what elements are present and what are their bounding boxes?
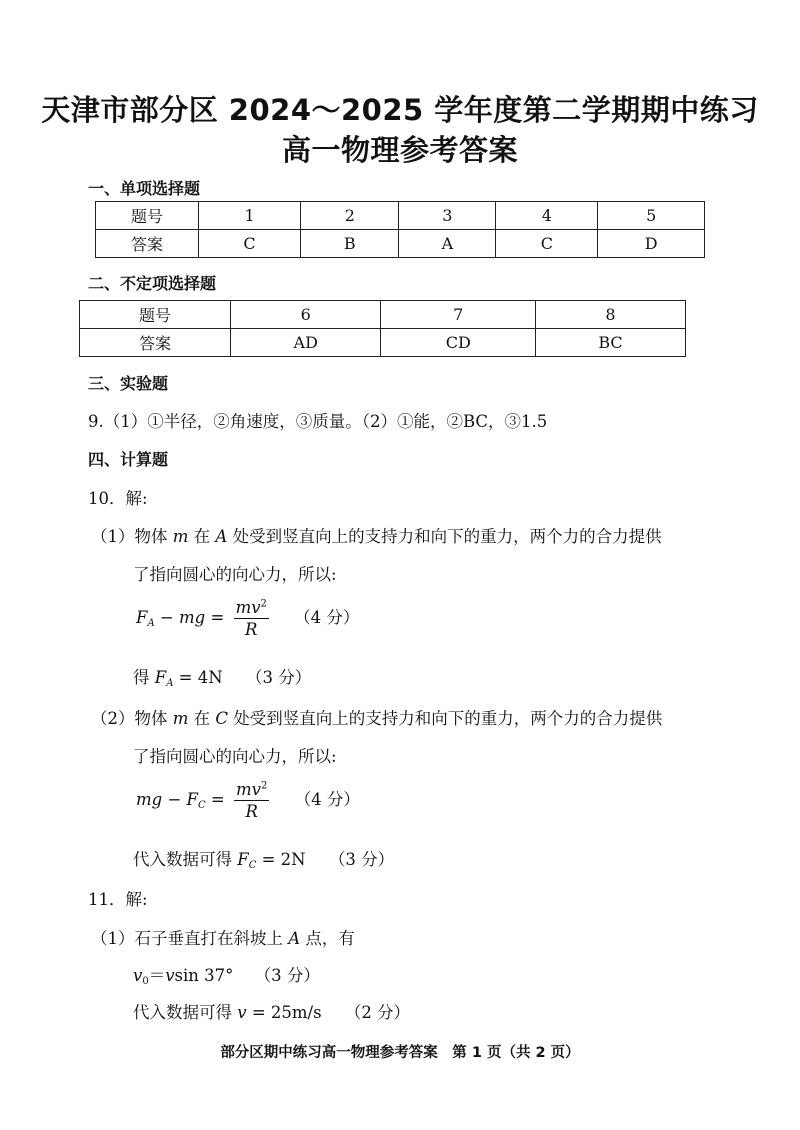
q10-part2-line2: 了指向圆心的向心力，所以: xyxy=(133,747,337,766)
table-cell: 5 xyxy=(598,202,705,230)
section-heading-multi-choice: 二、不定项选择题 xyxy=(88,274,217,293)
q11-equation: $v_0=vsin$ 37° （3 分） xyxy=(133,966,320,987)
table-cell: C xyxy=(199,230,301,258)
table-cell: BC xyxy=(536,329,686,357)
q11-label: 11．解: xyxy=(88,890,148,909)
section-heading-experiment: 三、实验题 xyxy=(88,374,169,393)
table-cell: 3 xyxy=(399,202,496,230)
answer-q9: 9.（1）①半径，②角速度，③质量。（2）①能，②BC，③1.5 xyxy=(88,412,548,431)
q10-label: 10．解: xyxy=(88,489,148,508)
table-cell: B xyxy=(301,230,399,258)
section-heading-single-choice: 一、单项选择题 xyxy=(88,179,201,198)
multi-choice-table xyxy=(79,300,686,357)
table-row xyxy=(80,329,686,357)
page-footer: 部分区期中练习高一物理参考答案 第 1 页（共 2 页） xyxy=(220,1045,580,1061)
single-choice-table xyxy=(95,201,705,258)
table-cell: C xyxy=(496,230,598,258)
q10-part1-line1: （1）物体 m 在 A 处受到竖直向上的支持力和向下的重力，两个力的合力提供 xyxy=(91,527,662,546)
table-cell: 4 xyxy=(496,202,598,230)
table-cell: 题号 xyxy=(96,202,199,230)
table-row xyxy=(96,202,705,230)
table-cell: 6 xyxy=(231,301,381,329)
table-cell: 题号 xyxy=(80,301,231,329)
table-cell: 答案 xyxy=(96,230,199,258)
q10-part2-result: 代入数据可得 $F_C = 2N$ （3 分） xyxy=(133,850,395,871)
q11-result: 代入数据可得 v = 25m/s （2 分） xyxy=(133,1003,411,1022)
q10-part1-line2: 了指向圆心的向心力，所以: xyxy=(133,565,337,584)
section-heading-calculation: 四、计算题 xyxy=(88,450,169,469)
table-cell: 8 xyxy=(536,301,686,329)
table-cell: 2 xyxy=(301,202,399,230)
table-row xyxy=(96,230,705,258)
q10-part2-equation: mg − $F_C$ = $\frac{mv^2}{R}$ （4 分） xyxy=(136,780,360,821)
q10-part1-result: 得 $F_A = 4N$ （3 分） xyxy=(133,668,312,689)
table-row xyxy=(80,301,686,329)
table-cell: 1 xyxy=(199,202,301,230)
table-cell: D xyxy=(598,230,705,258)
page-subtitle: 高一物理参考答案 xyxy=(281,133,518,167)
table-cell: AD xyxy=(231,329,381,357)
table-cell: 7 xyxy=(381,301,536,329)
table-cell: CD xyxy=(381,329,536,357)
q10-part2-line1: （2）物体 m 在 C 处受到竖直向上的支持力和向下的重力，两个力的合力提供 xyxy=(91,709,663,728)
page-title: 天津市部分区 2024～2025 学年度第二学期期中练习 xyxy=(41,93,759,127)
q10-part1-equation: $F_A$ − mg = $\frac{mv^2}{R}$ （4 分） xyxy=(136,598,360,639)
table-cell: A xyxy=(399,230,496,258)
q11-part1-line1: （1）石子垂直打在斜坡上 A 点，有 xyxy=(91,929,355,948)
table-cell: 答案 xyxy=(80,329,231,357)
